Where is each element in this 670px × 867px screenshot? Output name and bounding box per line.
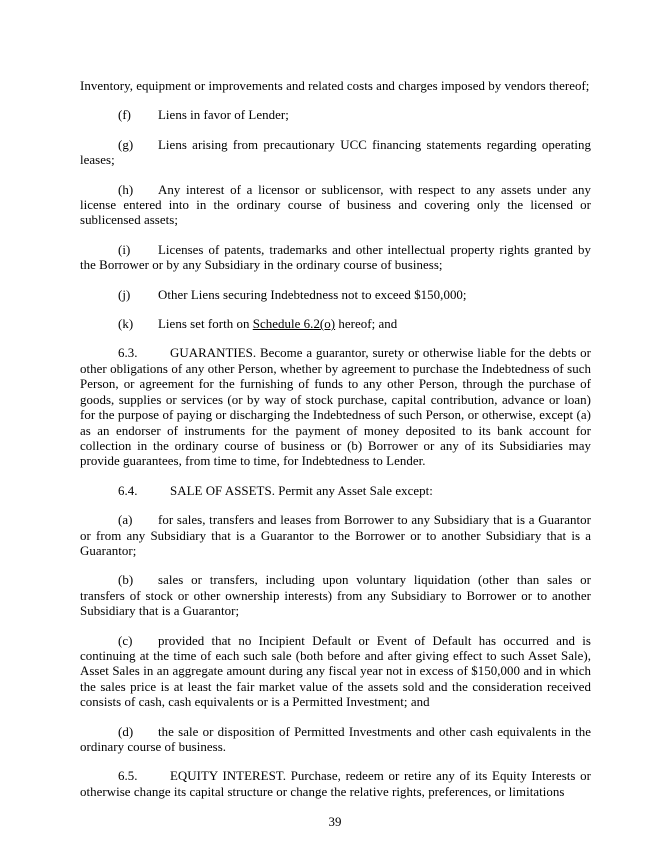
section-number: 6.5.: [118, 769, 138, 784]
clause-h: [80, 183, 591, 229]
section-number: 6.3.: [118, 346, 138, 361]
clause-label: (j): [118, 287, 131, 302]
clause-text: provided that no Incipient Default or Event of Default has occurred and is continuing at the time of each such sale (both before and after giving effect to such Asset Sale), Asset Sales in an aggregate amount during any fiscal year not in excess of $150,000 and in which the sales price is at least the fair market value of the assets sold and the consideration received consists of cash, cash equivalents or is a Permitted Investment; and: [80, 633, 591, 710]
clause-text: for sales, transfers and leases from Borrower to any Subsidiary that is a Guarantor or from any Subsidiary that is a Guarantor to the Borrower or to another Subsidiary that is a Guarantor;: [80, 513, 591, 558]
clause-f: [80, 108, 591, 123]
clause-text: sales or transfers, including upon voluntary liquidation (other than sales or transfers of stock or other ownership interests) from any Subsidiary to Borrower or to another Subsidiary that is a Guarantor;: [80, 573, 591, 619]
section-6-5: [80, 769, 591, 800]
clause-text: Liens in favor of Lender;: [158, 108, 289, 123]
clause-text: Any interest of a licensor or sublicensor, with respect to any assets under any license entered into in the ordinary course of business and covering only the licensed or sublicensed assets;: [80, 182, 591, 228]
clause-label: (i): [118, 242, 131, 257]
clause-text: Other Liens securing Indebtedness not to exceed $150,000;: [158, 287, 467, 302]
section-text: SALE OF ASSETS. Permit any Asset Sale except:: [170, 483, 433, 498]
clause-label: (h): [118, 182, 134, 197]
clause-text: the sale or disposition of Permitted Investments and other cash equivalents in the ordinary course of business.: [80, 724, 591, 754]
section-text: EQUITY INTEREST. Purchase, redeem or retire any of its Equity Interests or otherwise change its capital structure or change the relative rights, preferences, or limitations: [80, 769, 591, 799]
section-6-3: [80, 346, 591, 469]
clause-6-4-a: [80, 513, 591, 559]
schedule-reference: Schedule 6.2(o): [252, 317, 336, 332]
clause-j: [80, 288, 591, 303]
continuation-text: Inventory, equipment or improvements and related costs and charges imposed by vendors thereof;: [80, 79, 590, 93]
clause-label: (f): [118, 108, 132, 123]
section-6-4: [80, 484, 591, 499]
clause-label: (b): [118, 573, 134, 588]
clause-label: (k): [118, 317, 134, 332]
clause-label: (g): [118, 137, 134, 152]
section-number: 6.4.: [118, 483, 138, 498]
clause-label: (c): [118, 633, 133, 648]
clause-i: [80, 243, 591, 274]
clause-text: Liens arising from precautionary UCC financing statements regarding operating leases;: [80, 137, 591, 168]
clause-6-4-b: [80, 573, 591, 619]
clause-text: Licenses of patents, trademarks and other intellectual property rights granted by the Borrower or by any Subsidiary in the ordinary course of business;: [80, 242, 591, 273]
clause-text-after: hereof; and: [335, 317, 398, 332]
clause-text-before: Liens set forth on: [158, 317, 253, 332]
page-number: 39: [328, 815, 342, 829]
continuation-paragraph: [80, 79, 591, 94]
clause-6-4-d: [80, 725, 591, 756]
clause-label: (d): [118, 724, 134, 739]
clause-g: [80, 138, 591, 169]
section-text: GUARANTIES. Become a guarantor, surety or otherwise liable for the debts or other obligations of any other Person, whether by agreement to purchase the Indebtedness of such Person, or agreement for the furnishing of funds to any other Person, through the purchase of goods, supplies or services (or by way of stock purchase, capital contribution, advance or loan) for the purpose of paying or discharging the Indebtedness of such Person, or otherwise, except (a) as an endorser of instruments for the payment of money deposited to its bank account for collection in the ordinary course of business or (b) Borrower or any of its Subsidiaries may provide guarantees, from time to time, for Indebtedness to Lender.: [80, 346, 591, 469]
document-page: [80, 79, 591, 814]
clause-label: (a): [118, 513, 133, 528]
clause-6-4-c: [80, 634, 591, 711]
clause-k: [80, 317, 591, 332]
